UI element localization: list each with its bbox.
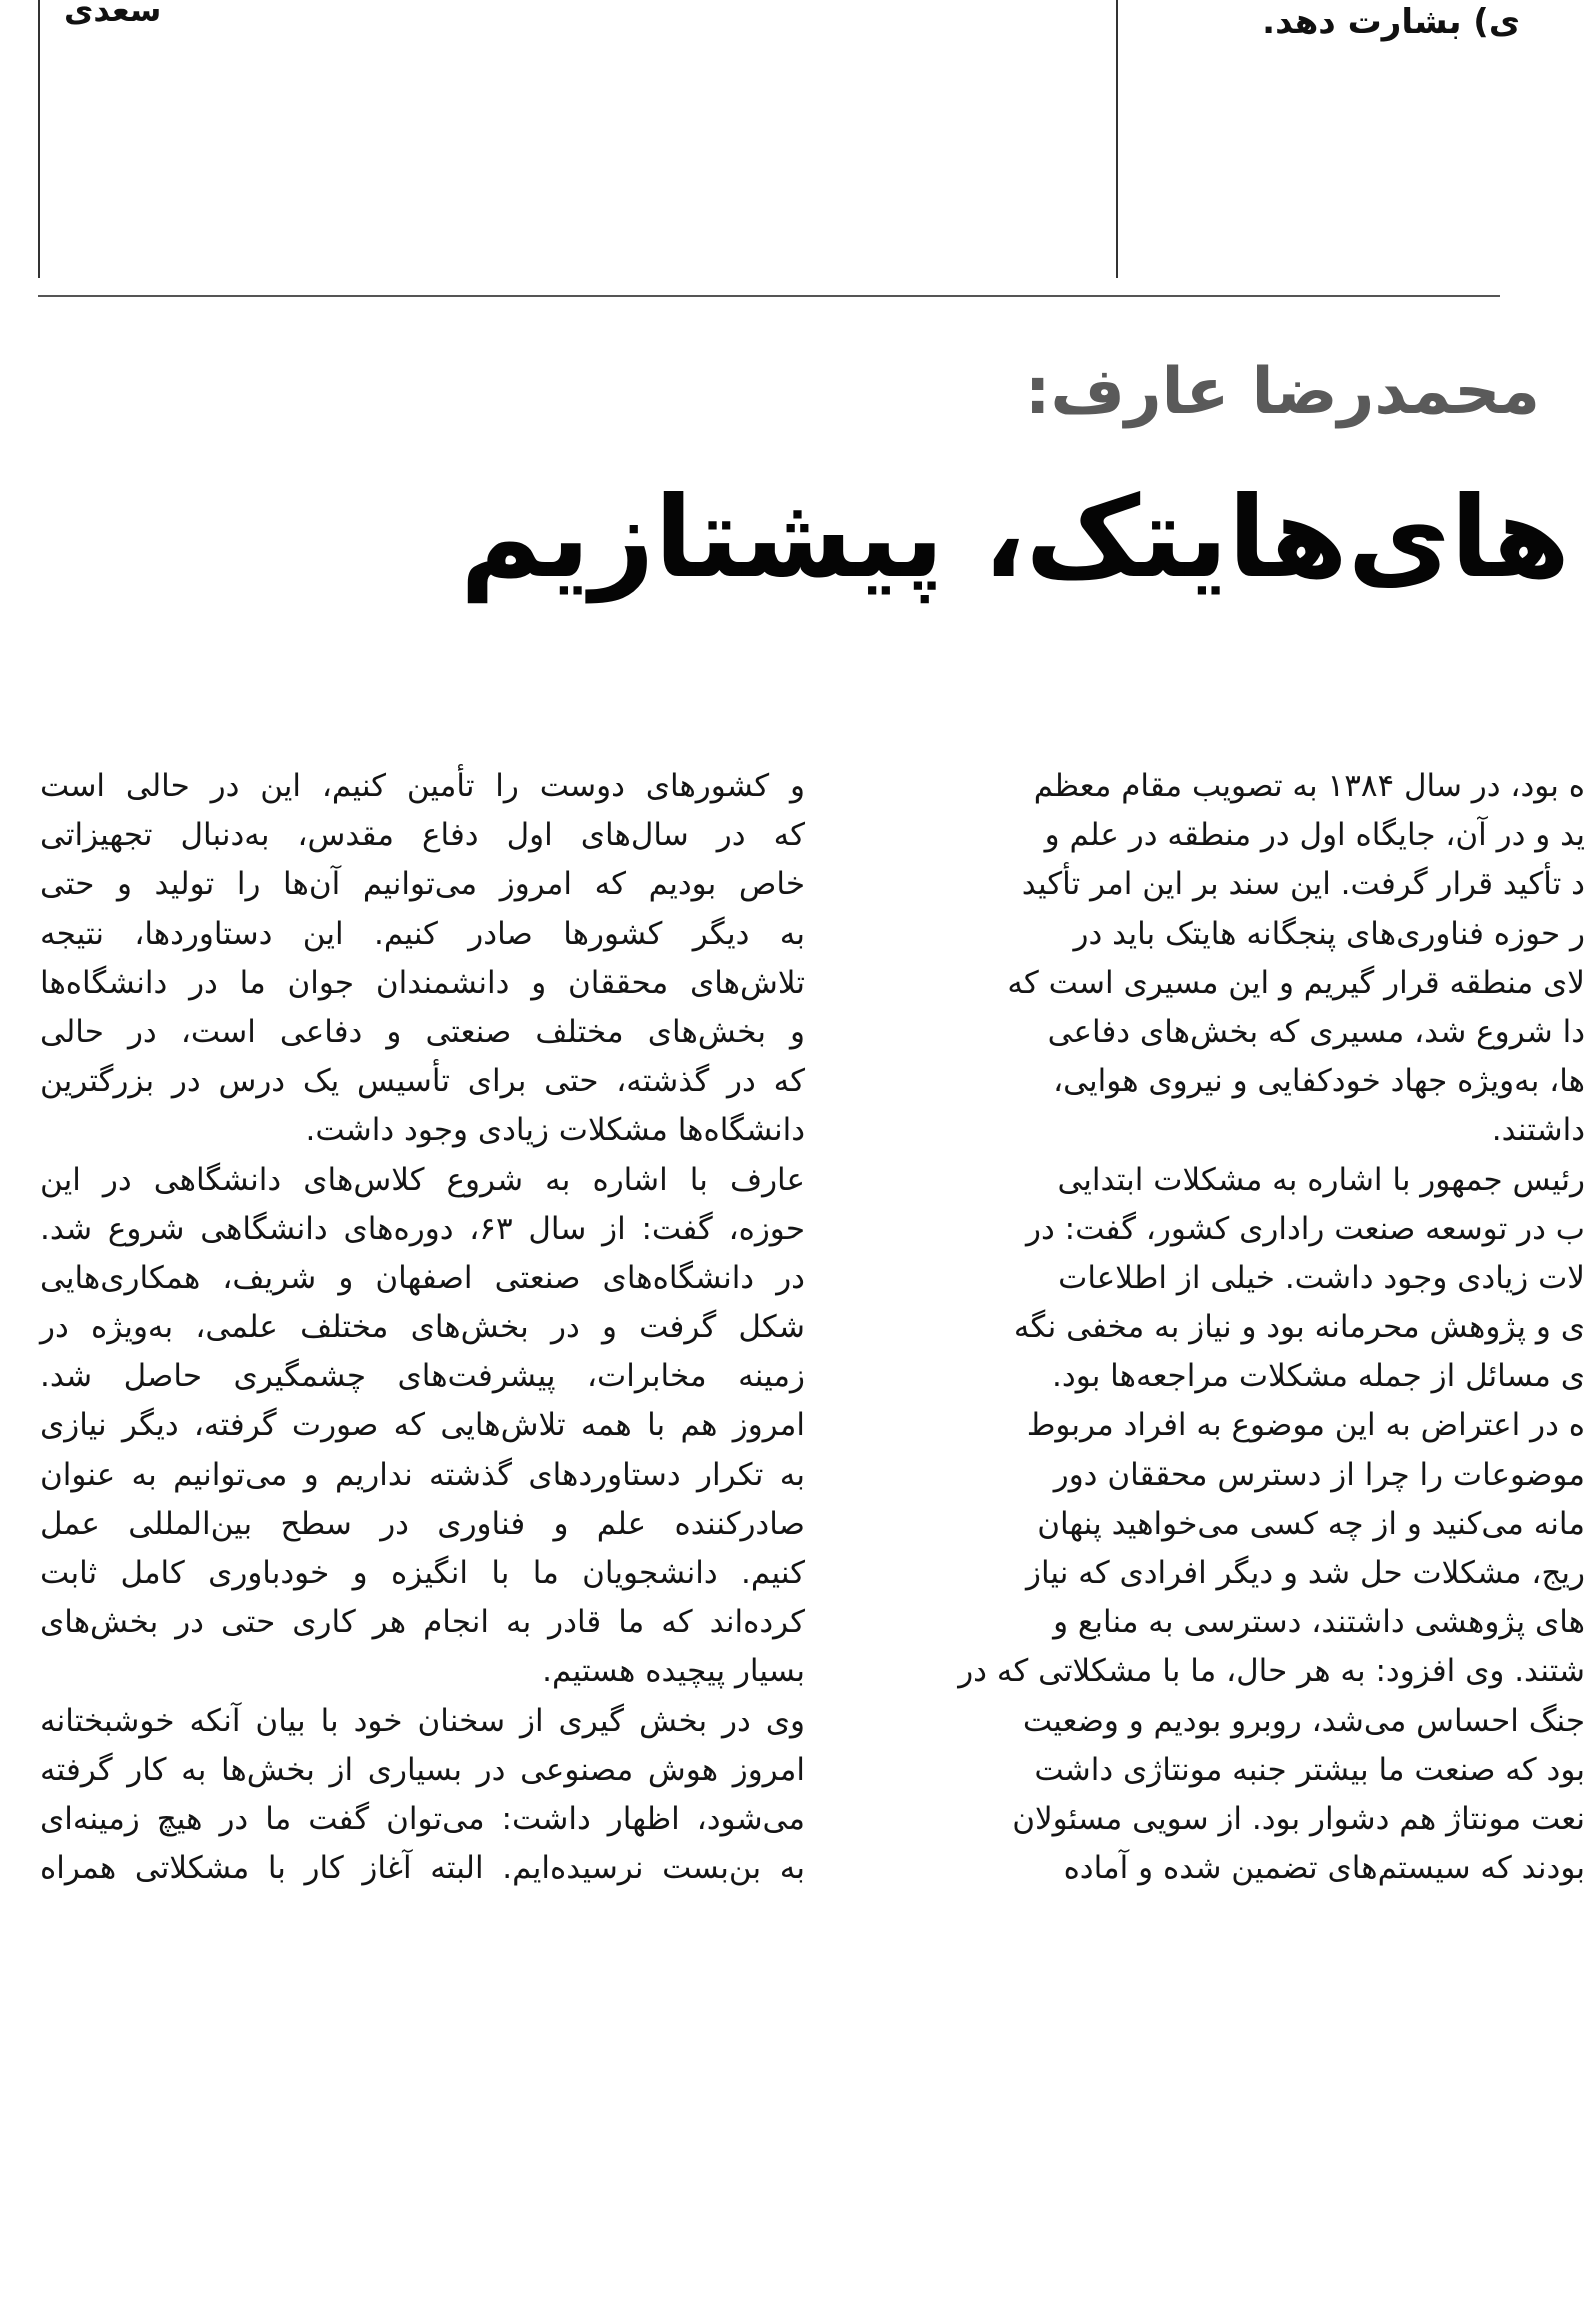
body-text-line: حوزه، گفت: از سال ۶۳، دوره‌های دانشگاهی شروع شد.	[40, 1210, 805, 1247]
body-text-line: کرده‌اند که ما قادر به انجام هر کاری حتی در بخش‌های	[40, 1604, 805, 1641]
right-text-column	[885, 762, 1585, 1893]
body-text-line: به دیگر کشورها صادر کنیم. این دستاوردها، نتیجه	[40, 915, 805, 952]
body-text-line: و کشورهای دوست را تأمین کنیم، این در حالی است	[40, 768, 805, 804]
box-divider-middle	[1116, 0, 1118, 278]
body-text-line: ها، به‌ویژه جهاد خودکفایی و نیروی هوایی،	[1053, 1063, 1585, 1100]
body-text-line: رئیس جمهور با اشاره به مشکلات ابتدایی	[1057, 1161, 1585, 1198]
top-box-author-left: سعدی	[64, 0, 162, 29]
article-byline: محمدرضا عارف:	[1024, 355, 1540, 429]
body-text-line: ید و در آن، جایگاه اول در منطقه در علم و	[1044, 817, 1585, 854]
body-text-line: داشتند.	[1491, 1112, 1585, 1149]
body-text-line: تلاش‌های محققان و دانشمندان جوان ما در دانشگاه‌ها	[40, 964, 805, 1001]
body-text-line: در دانشگاه‌های صنعتی اصفهان و شریف، همکاری‌هایی	[40, 1259, 805, 1296]
body-text-line: دا شروع شد، مسیری که بخش‌های دفاعی	[1047, 1013, 1585, 1050]
body-text-line: لای منطقه قرار گیریم و این مسیری است که	[1007, 964, 1585, 1001]
body-text-line: ر حوزه فناوری‌های پنجگانه هایتک باید در	[1073, 915, 1585, 952]
body-text-line: کنیم. دانشجویان ما با انگیزه و خودباوری کامل ثابت	[40, 1555, 805, 1591]
body-text-line: صادرکننده علم و فناوری در سطح بین‌المللی عمل	[40, 1505, 805, 1542]
body-text-line: امروز هم با همه تلاش‌هایی که صورت گرفته، دیگر نیازی	[40, 1407, 805, 1444]
left-text-column	[40, 762, 805, 1893]
body-text-line: شکل گرفت و در بخش‌های مختلف علمی، به‌ویژه در	[40, 1309, 805, 1346]
body-text-line: به تکرار دستاوردهای گذشته نداریم و می‌توانیم به عنوان	[40, 1456, 805, 1493]
body-text-line: بودند که سیستم‌های تضمین شده و آماده	[1063, 1850, 1585, 1887]
body-text-line: ه بود، در سال ۱۳۸۴ به تصویب مقام معظم	[1033, 768, 1585, 804]
body-text-line: امروز هوش مصنوعی در بسیاری از بخش‌ها به کار گرفته	[40, 1751, 805, 1788]
body-text-line: د تأکید قرار گرفت. این سند بر این امر تأکید	[1021, 866, 1585, 903]
body-text-line: که در گذشته، حتی برای تأسیس یک درس در بزرگترین	[40, 1063, 805, 1100]
top-box-fragment-right: ی) بشارت دهد.	[1262, 2, 1520, 42]
box-divider-left	[38, 0, 40, 278]
body-text-line: که در سال‌های اول دفاع مقدس، به‌دنبال تجهیزاتی	[40, 817, 805, 854]
section-rule	[38, 295, 1500, 297]
body-text-line: به بن‌بست نرسیده‌ایم. البته آغاز کار با مشکلاتی همراه	[40, 1850, 805, 1887]
body-text-line: نعت مونتاژ هم دشوار بود. از سویی مسئولان	[1012, 1800, 1585, 1837]
body-text-line: عارف با اشاره به شروع کلاس‌های دانشگاهی در این	[40, 1161, 805, 1198]
body-text-line: ریج، مشکلات حل شد و دیگر افرادی که نیاز	[1025, 1555, 1585, 1591]
body-text-line: های پژوهشی داشتند، دسترسی به منابع و	[1053, 1604, 1585, 1641]
body-text-line: ی مسائل از جمله مشکلات مراجعه‌ها بود.	[1052, 1358, 1585, 1395]
body-text-line: ی و پژوهش محرمانه بود و نیاز به مخفی نگه	[1013, 1309, 1585, 1346]
body-text-line: می‌شود، اظهار داشت: می‌توان گفت ما در هیچ زمینه‌ای	[40, 1800, 805, 1837]
body-text-line: جنگ احساس می‌شد، روبرو بودیم و وضعیت	[1022, 1702, 1585, 1739]
article-headline: های‌هایتک، پیشتازیم	[460, 473, 1570, 603]
body-text-line: وی در بخش گیری از سخنان خود با بیان آنکه خوشبختانه	[40, 1702, 805, 1739]
body-text-line: لات زیادی وجود داشت. خیلی از اطلاعات	[1058, 1259, 1585, 1296]
body-text-line: خاص بودیم که امروز می‌توانیم آن‌ها را تولید و حتی	[40, 866, 805, 903]
body-text-line: ب در توسعه صنعت راداری کشور، گفت: در	[1026, 1210, 1585, 1247]
body-text-line: زمینه مخابرات، پیشرفت‌های چشمگیری حاصل شد.	[40, 1358, 805, 1395]
body-text-line: بسیار پیچیده هستیم.	[542, 1653, 805, 1690]
body-text-line: موضوعات را چرا از دسترس محققان دور	[1053, 1456, 1585, 1493]
body-text-line: ه در اعتراض به این موضوع به افراد مربوط	[1026, 1407, 1585, 1444]
body-text-line: شتند. وی افزود: به هر حال، ما با مشکلاتی که در	[958, 1653, 1585, 1690]
body-text-line: و بخش‌های مختلف صنعتی و دفاعی است، در حالی	[40, 1013, 805, 1050]
body-text-line: مانه می‌کنید و از چه کسی می‌خواهید پنهان	[1037, 1505, 1585, 1542]
body-text-line: بود که صنعت ما بیشتر جنبه مونتاژی داشت	[1034, 1751, 1585, 1788]
body-text-line: دانشگاه‌ها مشکلات زیادی وجود داشت.	[305, 1112, 805, 1149]
